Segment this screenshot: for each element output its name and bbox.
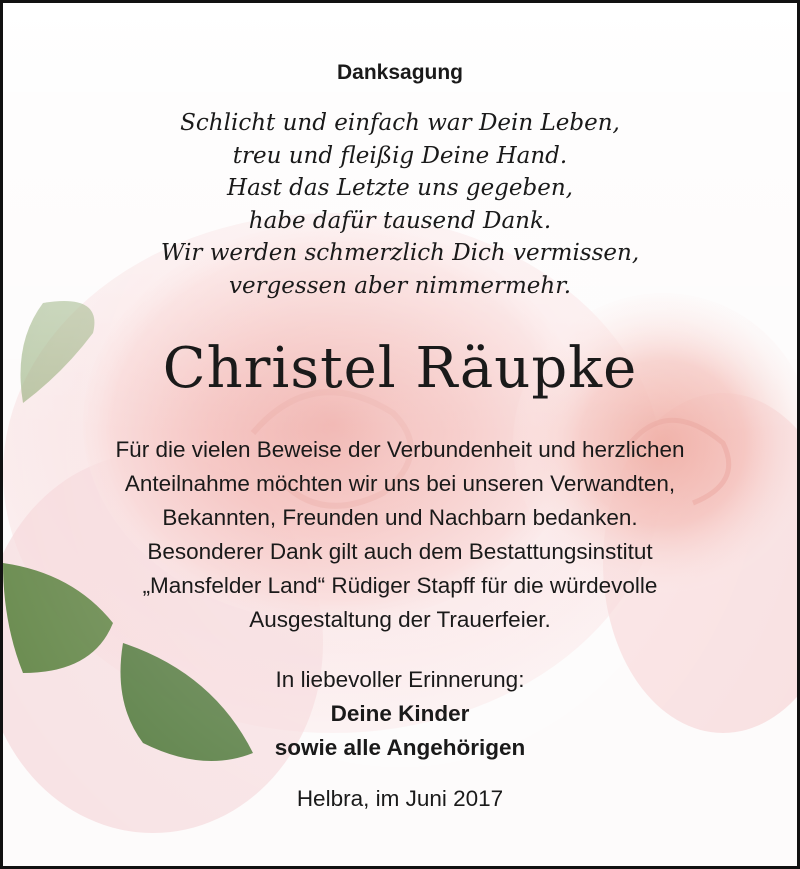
message-line: „Mansfelder Land“ Rüdiger Stapff für die würdevolle: [142, 573, 658, 598]
closing-intro: In liebevoller Erinnerung:: [275, 667, 525, 692]
thank-you-message: [3, 433, 797, 637]
poem-line: habe dafür tausend Dank.: [248, 207, 552, 234]
poem-line: vergessen aber nimmermehr.: [228, 272, 572, 299]
poem-line: Wir werden schmerzlich Dich vermissen,: [160, 240, 640, 267]
message-line: Für die vielen Beweise der Verbundenheit und herzlichen: [115, 437, 685, 462]
closing-block: [3, 663, 797, 765]
signature-children: Deine Kinder: [330, 701, 470, 726]
notice-heading: Danksagung: [336, 61, 464, 84]
place-and-date: Helbra, im Juni 2017: [296, 786, 504, 811]
message-line: Besonderer Dank gilt auch dem Bestattungsinstitut: [147, 539, 653, 564]
message-line: Anteilnahme möchten wir uns bei unseren Verwandten,: [124, 471, 676, 496]
poem-line: Schlicht und einfach war Dein Leben,: [180, 110, 620, 136]
poem-line: Hast das Letzte uns gegeben,: [227, 175, 573, 202]
poem: [3, 107, 797, 303]
message-line: Bekannten, Freunden und Nachbarn bedanken.: [162, 505, 638, 530]
message-line: Ausgestaltung der Trauerfeier.: [249, 607, 551, 632]
signature-relatives: sowie alle Angehörigen: [274, 735, 526, 760]
notice-content: [3, 3, 797, 866]
deceased-name: Christel Räupke: [162, 336, 638, 401]
poem-line: treu und fleißig Deine Hand.: [232, 142, 568, 169]
